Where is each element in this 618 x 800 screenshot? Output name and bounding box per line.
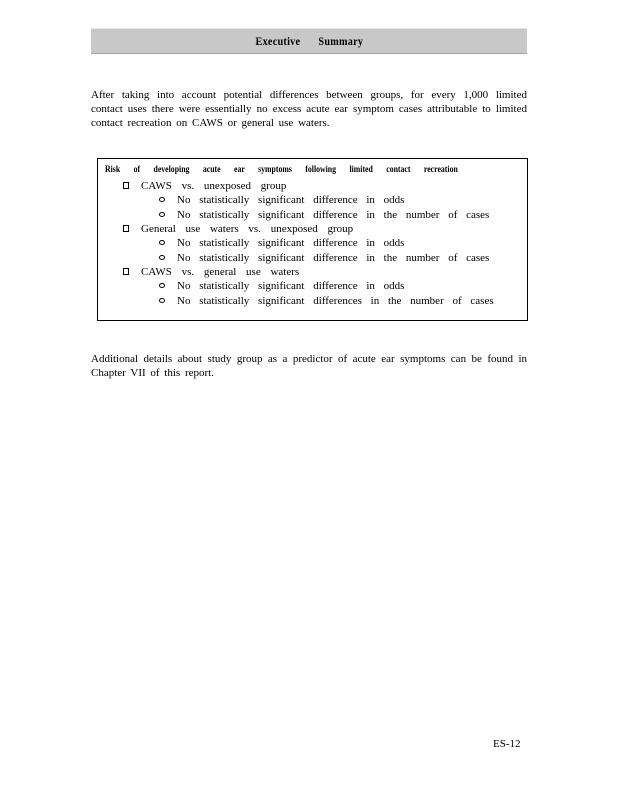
finding-item	[98, 208, 527, 223]
details-paragraph: Additional details about study group as a predictor of acute ear symptoms can be found in Chapter VII of this report.	[91, 353, 527, 379]
finding-list	[141, 236, 527, 265]
finding-text: No statistically significant differences in the number of cases	[177, 294, 494, 307]
circle-bullet-icon	[159, 240, 165, 245]
finding-list	[141, 193, 527, 222]
comparison-label: CAWS vs. general use waters	[141, 266, 300, 278]
finding-text: No statistically significant difference in the number of cases	[177, 251, 490, 264]
circle-bullet-icon	[159, 283, 165, 288]
finding-item	[98, 251, 527, 266]
checkbox-bullet-icon	[123, 268, 129, 275]
summary-paragraph: After taking into account potential differences between groups, for every 1,000 limited contact uses there were essentially no excess acute ear symptom cases attributable to limited contact recreation on CAWS or general use waters.	[91, 89, 527, 129]
page-number: ES-12	[493, 738, 521, 750]
finding-item	[98, 279, 527, 294]
finding-text: No statistically significant difference in odds	[177, 194, 405, 206]
finding-item	[98, 294, 527, 309]
circle-bullet-icon	[159, 212, 165, 217]
comparison-item	[98, 222, 527, 265]
finding-text: No statistically significant difference in odds	[177, 237, 405, 249]
findings-box	[97, 158, 528, 321]
finding-text: No statistically significant difference in the number of cases	[177, 208, 490, 221]
comparison-list	[98, 179, 527, 308]
finding-list	[141, 279, 527, 308]
checkbox-bullet-icon	[123, 182, 129, 189]
comparison-label: CAWS vs. unexposed group	[141, 180, 287, 192]
section-header-bar	[91, 28, 527, 54]
circle-bullet-icon	[159, 197, 165, 202]
finding-text: No statistically significant difference in odds	[177, 280, 405, 292]
comparison-label: General use waters vs. unexposed group	[141, 223, 354, 235]
finding-item	[98, 193, 527, 208]
section-title: Executive Summary	[255, 33, 363, 48]
findings-box-title: Risk of developing acute ear symptoms following limited contact recreation	[105, 165, 458, 175]
circle-bullet-icon	[159, 298, 165, 303]
comparison-item	[98, 179, 527, 222]
circle-bullet-icon	[159, 255, 165, 260]
comparison-item	[98, 265, 527, 308]
finding-item	[98, 236, 527, 251]
checkbox-bullet-icon	[123, 225, 129, 232]
